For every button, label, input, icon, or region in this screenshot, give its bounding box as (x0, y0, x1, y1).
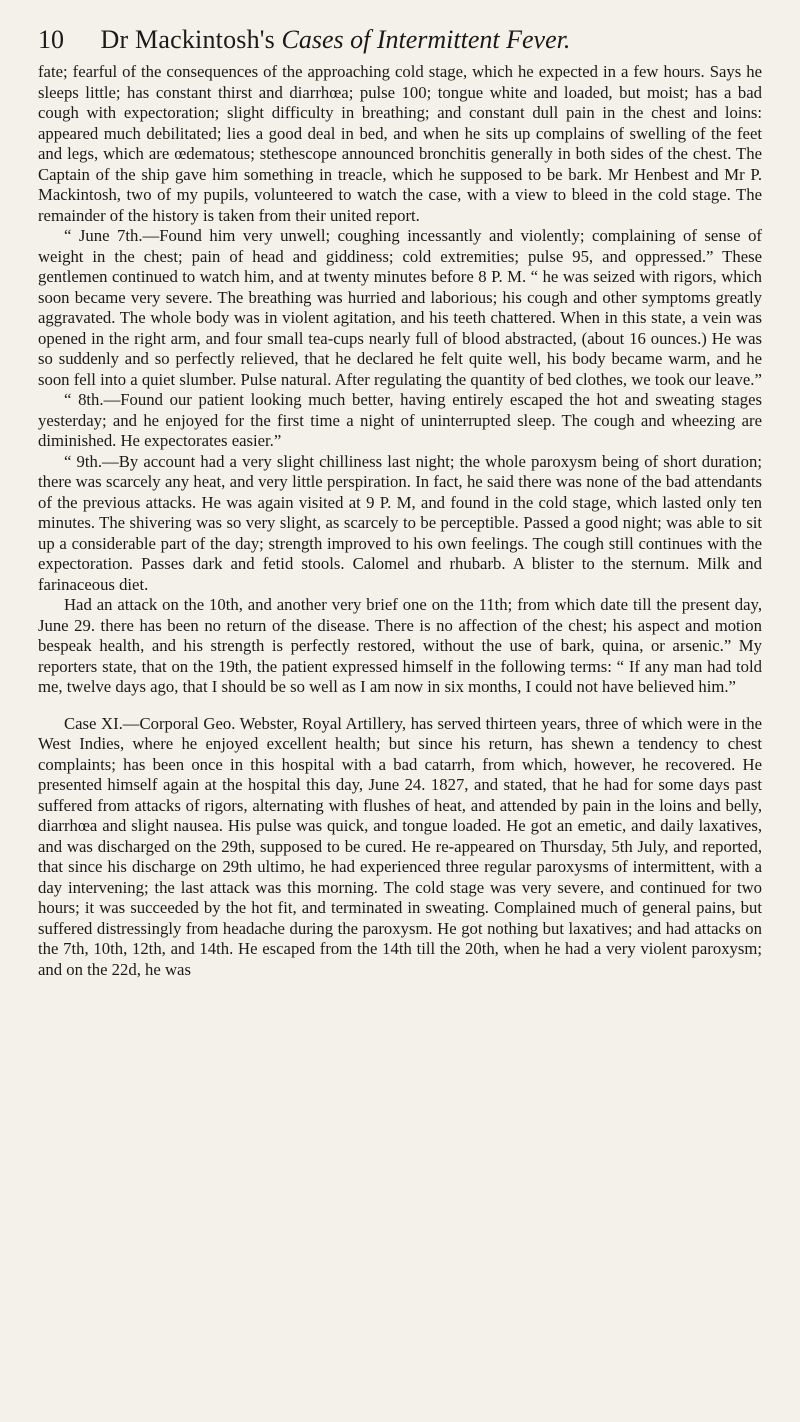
running-title-author: Dr Mackintosh's (100, 25, 276, 54)
paragraph-june-7th: “ June 7th.—Found him very unwell; coughing incessantly and violently; complaining of sense of weight in the chest; pain of head and giddiness; cold extremities; pulse 95, and oppressed.” These gentlemen continued to watch him, and at twenty minutes before 8 P. M. “ he was seized with rigors, which soon became very severe. The breathing was hurried and laborious; his cough and other symptoms greatly aggravated. The whole body was in violent agitation, and his teeth chattered. When in this state, a vein was opened in the right arm, and four small tea-cups nearly full of blood abstracted, (about 16 ounces.) He was so suddenly and so perfectly relieved, that he declared he felt quite well, his body became warm, and he soon fell into a quiet slumber. Pulse natural. After regulating the quantity of bed clothes, we took our leave.” (38, 226, 762, 389)
page-number: 10 (38, 25, 64, 54)
paragraph-recovery: Had an attack on the 10th, and another very brief one on the 11th; from which date till the present day, June 29. there has been no return of the disease. There is no affection of the chest; his aspect and motion bespeak health, and his strength is perfectly restored, without the use of bark, quina, or arsenic.” My reporters state, that on the 19th, the patient expressed himself in the following terms: “ If any man had told me, twelve days ago, that I should be so well as I am now in six months, I could not have believed him.” (38, 595, 762, 696)
paragraph-8th: “ 8th.—Found our patient looking much better, having entirely escaped the hot and sweating stages yesterday; and he enjoyed for the first time a night of uninterrupted sleep. The cough and wheezing are diminished. He expectorates easier.” (38, 390, 762, 450)
paragraph-9th: “ 9th.—By account had a very slight chilliness last night; the whole paroxysm being of short duration; there was scarcely any heat, and very little perspiration. In fact, he said there was none of the bad attendants of the previous attacks. He was again visited at 9 P. M, and found in the cold stage, which lasted only ten minutes. The shivering was so very slight, as scarcely to be perceptible. Passed a good night; was able to sit up a considerable part of the day; strength improved to his own feelings. The cough still continues with the expectoration. Passes dark and fetid stools. Calomel and rhubarb. A blister to the sternum. Milk and farinaceous diet. (38, 451, 762, 594)
page-body (38, 62, 762, 980)
running-header (38, 18, 762, 62)
section-gap (38, 698, 762, 714)
paragraph-case-xi: Case XI.—Corporal Geo. Webster, Royal Artillery, has served thirteen years, three of which were in the West Indies, where he enjoyed excellent health; but since his return, has shewn a tendency to chest complaints; has been once in this hospital with a bad catarrh, from which, however, he recovered. He presented himself again at the hospital this day, June 24. 1827, and stated, that he had for some days past suffered from attacks of rigors, alternating with flushes of heat, and attended by pain in the loins and belly, diarrhœa and slight nausea. His pulse was quick, and tongue loaded. He got an emetic, and daily laxatives, and was discharged on the 29th, supposed to be cured. He re-appeared on Thursday, 5th July, and reported, that since his discharge on 29th ultimo, he had experienced three regular paroxysms of intermittent, with a day intervening; the last attack was this morning. The cold stage was very severe, and continued for two hours; it was succeeded by the hot fit, and terminated in sweating. Complained much of general pains, but suffered distressingly from headache during the paroxysm. He got nothing but laxatives; and had attacks on the 7th, 10th, 12th, and 14th. He escaped from the 14th till the 20th, when he had a very violent paroxysm; and on the 22d, he was (38, 713, 762, 979)
running-title-italic: Cases of Intermittent Fever. (281, 25, 571, 54)
paragraph-continuation: fate; fearful of the consequences of the approaching cold stage, which he expected in a few hours. Says he sleeps little; has constant thirst and diarrhœa; pulse 100; tongue white and loaded, but moist; has a bad cough with expectoration; slight difficulty in breathing; and constant dull pain in the chest and loins: appeared much debilitated; lies a good deal in bed, and when he sits up complains of swelling of the feet and legs, which are œdematous; stethescope announced bronchitis generally in both sides of the chest. The Captain of the ship gave him something in treacle, which he supposed to be bark. Mr Henbest and Mr P. Mackintosh, two of my pupils, volunteered to watch the case, with a view to bleed in the cold stage. The remainder of the history is taken from their united report. (38, 62, 762, 225)
